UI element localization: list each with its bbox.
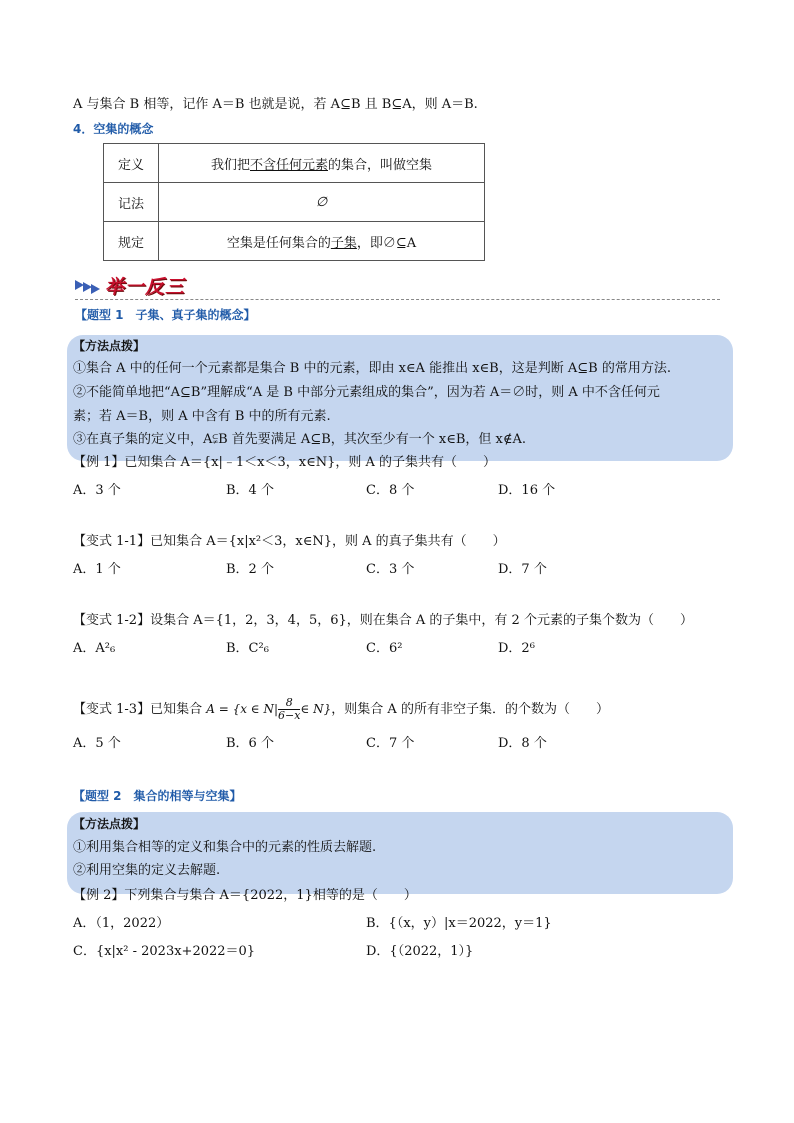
option-b: B．2 个 — [226, 562, 274, 577]
type2-title: 【题型 2 集合的相等与空集】 — [73, 789, 242, 803]
method-line: ①利用集合相等的定义和集合中的元素的性质去解题. — [73, 840, 377, 855]
option-c: C．8 个 — [366, 483, 415, 498]
option-a: A．A²₆ — [73, 641, 116, 656]
table-row — [104, 144, 485, 183]
option-c: C．7 个 — [366, 736, 415, 751]
empty-set-table — [103, 143, 485, 261]
option-b: B．4 个 — [226, 483, 274, 498]
banner-title: 举一反三 — [105, 276, 186, 298]
question-stem: 【例 2】下列集合与集合 A＝{2022，1}相等的是（ ） — [73, 888, 417, 903]
option-d: D．7 个 — [498, 562, 547, 577]
table-value: 空集是任何集合的子集，即∅⊆A — [159, 222, 485, 261]
method-title: 【方法点拨】 — [73, 339, 146, 353]
type1-title: 【题型 1 子集、真子集的概念】 — [75, 308, 256, 322]
option-b: B．6 个 — [226, 736, 274, 751]
method-line: ②不能简单地把“A⊆B”理解成“A 是 B 中部分元素组成的集合”，因为若 A＝∅时，则 A 中不含任何元 — [73, 385, 660, 400]
option-d: D．8 个 — [498, 736, 547, 751]
option-c: C．{x|x² - 2023x+2022＝0} — [73, 944, 256, 959]
option-d: D．{（2022，1）} — [366, 944, 474, 959]
table-key: 规定 — [104, 222, 159, 261]
option-b: B．C²₆ — [226, 641, 269, 656]
option-d: D．16 个 — [498, 483, 556, 498]
fraction: $\frac{8}{6-x}$ — [278, 696, 301, 722]
method-title: 【方法点拨】 — [73, 817, 146, 831]
section-title: 4．空集的概念 — [73, 122, 154, 136]
method-line: ②利用空集的定义去解题. — [73, 863, 221, 878]
option-a: A．1 个 — [73, 562, 121, 577]
table-value: 我们把不含任何元素的集合，叫做空集 — [159, 144, 485, 183]
table-key: 记法 — [104, 183, 159, 222]
intro-line: A 与集合 B 相等，记作 A＝B 也就是说，若 A⊆B 且 B⊆A，则 A＝B. — [73, 97, 478, 112]
question-stem: 【变式 1-2】设集合 A＝{1，2，3，4，5，6}，则在集合 A 的子集中，有 2 个元素的子集个数为（ ） — [73, 613, 693, 628]
option-d: D．2⁶ — [498, 641, 535, 656]
divider — [75, 299, 720, 300]
method-line: 素；若 A＝B，则 A 中含有 B 中的所有元素. — [73, 409, 331, 424]
option-c: C．3 个 — [366, 562, 415, 577]
table-row — [104, 183, 485, 222]
table-row — [104, 222, 485, 261]
option-c: C．6² — [366, 641, 403, 656]
question-stem: 【变式 1-1】已知集合 A＝{x|x²＜3，x∈N}，则 A 的真子集共有（ ） — [73, 534, 506, 549]
option-a: A．（1，2022） — [73, 916, 170, 931]
question-stem: 【变式 1-3】已知集合 A = {x ∈ N| $\frac{8}{6-x}$ ∈ N}，则集合 A 的所有非空子集．的个数为（ ） — [73, 696, 609, 722]
option-b: B．{（x，y）|x＝2022，y＝1} — [366, 916, 552, 931]
question-stem: 【例 1】已知集合 A＝{x|﹣1＜x＜3，x∈N}，则 A 的子集共有（ ） — [73, 455, 497, 470]
table-key: 定义 — [104, 144, 159, 183]
method-line: ③在真子集的定义中，A⫋B 首先要满足 A⊆B，其次至少有一个 x∈B，但 x∉A. — [73, 432, 527, 447]
option-a: A．5 个 — [73, 736, 121, 751]
option-a: A．3 个 — [73, 483, 121, 498]
table-value: ∅ — [159, 183, 485, 222]
method-line: ①集合 A 中的任何一个元素都是集合 B 中的元素，即由 x∈A 能推出 x∈B，这是判断 A⊆B 的常用方法. — [73, 361, 671, 376]
